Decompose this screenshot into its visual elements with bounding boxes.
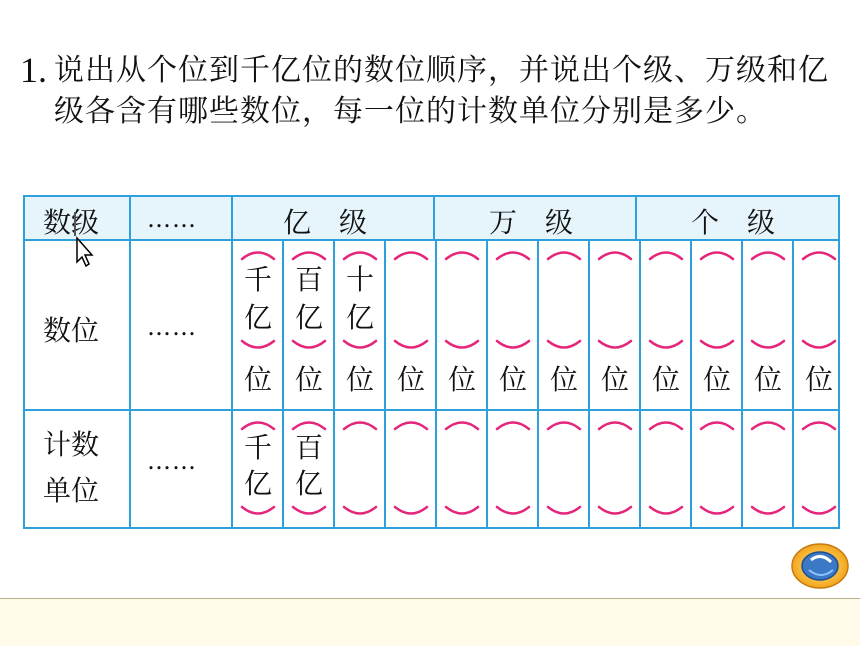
position-cell[interactable] <box>792 239 840 411</box>
bracket-top <box>290 417 328 431</box>
bracket-top <box>290 247 328 261</box>
bracket-top <box>749 247 787 261</box>
bracket-top <box>800 417 838 431</box>
unit-cell[interactable] <box>282 409 335 529</box>
row-label-cell-unit <box>23 409 131 529</box>
unit-cell[interactable] <box>741 409 794 529</box>
bracket-top <box>647 417 685 431</box>
position-cell[interactable] <box>639 239 692 411</box>
unit-cell[interactable] <box>690 409 743 529</box>
bracket-bottom <box>647 339 685 353</box>
row-position-dots: …… <box>147 313 197 341</box>
position-cell[interactable] <box>537 239 590 411</box>
position-suffix: 位 <box>345 363 374 396</box>
position-cell[interactable] <box>588 239 641 411</box>
header-dots: …… <box>147 205 197 233</box>
question-number: 1. <box>20 50 47 90</box>
mouse-pointer-icon <box>71 212 95 268</box>
bracket-bottom <box>290 339 328 353</box>
unit-cell[interactable] <box>231 409 284 529</box>
row-unit-label-line1: 计数 <box>43 428 100 461</box>
bracket-bottom <box>341 339 379 353</box>
position-suffix: 位 <box>447 363 476 396</box>
bracket-bottom <box>239 505 277 519</box>
place-value-table <box>23 195 840 529</box>
position-suffix: 位 <box>600 363 629 396</box>
bracket-top <box>341 417 379 431</box>
position-cell[interactable] <box>231 239 284 411</box>
bracket-top <box>647 247 685 261</box>
position-char-2: 亿 <box>294 301 323 334</box>
header-cell-wan <box>433 195 637 241</box>
bracket-bottom <box>545 505 583 519</box>
row-position-dots-cell <box>129 239 233 411</box>
unit-cell[interactable] <box>792 409 840 529</box>
position-cell[interactable] <box>690 239 743 411</box>
bracket-bottom <box>749 505 787 519</box>
position-suffix: 位 <box>396 363 425 396</box>
position-cell[interactable] <box>333 239 386 411</box>
position-cell[interactable] <box>741 239 794 411</box>
bracket-top <box>749 417 787 431</box>
position-cell[interactable] <box>486 239 539 411</box>
bracket-bottom <box>443 505 481 519</box>
header-cell-ge <box>635 195 840 241</box>
unit-cell[interactable] <box>435 409 488 529</box>
bracket-bottom <box>698 339 736 353</box>
sound-speaker-icon[interactable] <box>791 542 849 590</box>
position-char-1: 千 <box>243 263 272 296</box>
position-suffix: 位 <box>753 363 782 396</box>
bracket-bottom <box>341 505 379 519</box>
unit-char-2: 亿 <box>294 467 323 500</box>
position-suffix: 位 <box>243 363 272 396</box>
unit-cell[interactable] <box>486 409 539 529</box>
position-cell[interactable] <box>435 239 488 411</box>
header-cell-yi <box>231 195 435 241</box>
footer-bar <box>0 598 860 646</box>
bracket-top <box>596 247 634 261</box>
bracket-bottom <box>596 339 634 353</box>
unit-cell[interactable] <box>588 409 641 529</box>
unit-cell[interactable] <box>333 409 386 529</box>
bracket-bottom <box>494 505 532 519</box>
bracket-bottom <box>647 505 685 519</box>
unit-cell[interactable] <box>639 409 692 529</box>
unit-cell[interactable] <box>384 409 437 529</box>
bracket-top <box>392 417 430 431</box>
header-yi-label: 亿 级 <box>283 206 368 239</box>
bracket-bottom <box>698 505 736 519</box>
row-unit-dots: …… <box>147 447 197 475</box>
header-level-label: 数级 <box>43 206 100 239</box>
row-position-label: 数位 <box>43 314 100 347</box>
position-suffix: 位 <box>804 363 833 396</box>
unit-char-1: 千 <box>243 431 272 464</box>
position-suffix: 位 <box>702 363 731 396</box>
bracket-bottom <box>749 339 787 353</box>
header-cell-dots <box>129 195 233 241</box>
bracket-top <box>494 247 532 261</box>
position-char-2: 亿 <box>345 301 374 334</box>
position-char-1: 百 <box>294 263 323 296</box>
bracket-bottom <box>800 505 838 519</box>
bracket-bottom <box>494 339 532 353</box>
row-unit-dots-cell <box>129 409 233 529</box>
unit-char-2: 亿 <box>243 467 272 500</box>
position-cell[interactable] <box>282 239 335 411</box>
bracket-top <box>545 247 583 261</box>
bracket-top <box>239 247 277 261</box>
bracket-bottom <box>239 339 277 353</box>
position-char-1: 十 <box>345 263 374 296</box>
bracket-top <box>443 247 481 261</box>
bracket-top <box>239 417 277 431</box>
bracket-bottom <box>392 505 430 519</box>
bracket-bottom <box>443 339 481 353</box>
bracket-bottom <box>290 505 328 519</box>
position-suffix: 位 <box>549 363 578 396</box>
bracket-top <box>698 247 736 261</box>
bracket-bottom <box>392 339 430 353</box>
position-cell[interactable] <box>384 239 437 411</box>
position-suffix: 位 <box>294 363 323 396</box>
bracket-top <box>341 247 379 261</box>
bracket-top <box>596 417 634 431</box>
bracket-bottom <box>800 339 838 353</box>
position-suffix: 位 <box>651 363 680 396</box>
row-unit-label-line2: 单位 <box>43 474 100 507</box>
bracket-top <box>494 417 532 431</box>
unit-char-1: 百 <box>294 431 323 464</box>
bracket-top <box>545 417 583 431</box>
bracket-bottom <box>545 339 583 353</box>
header-ge-label: 个 级 <box>691 206 776 239</box>
bracket-top <box>698 417 736 431</box>
position-suffix: 位 <box>498 363 527 396</box>
bracket-top <box>392 247 430 261</box>
question-text: 说出从个位到千亿位的数位顺序，并说出个级、万级和亿级各含有哪些数位，每一位的计数单位分别是多少。 <box>54 53 829 129</box>
bracket-top <box>443 417 481 431</box>
position-char-2: 亿 <box>243 301 272 334</box>
unit-cell[interactable] <box>537 409 590 529</box>
bracket-bottom <box>596 505 634 519</box>
header-wan-label: 万 级 <box>489 206 574 239</box>
bracket-top <box>800 247 838 261</box>
